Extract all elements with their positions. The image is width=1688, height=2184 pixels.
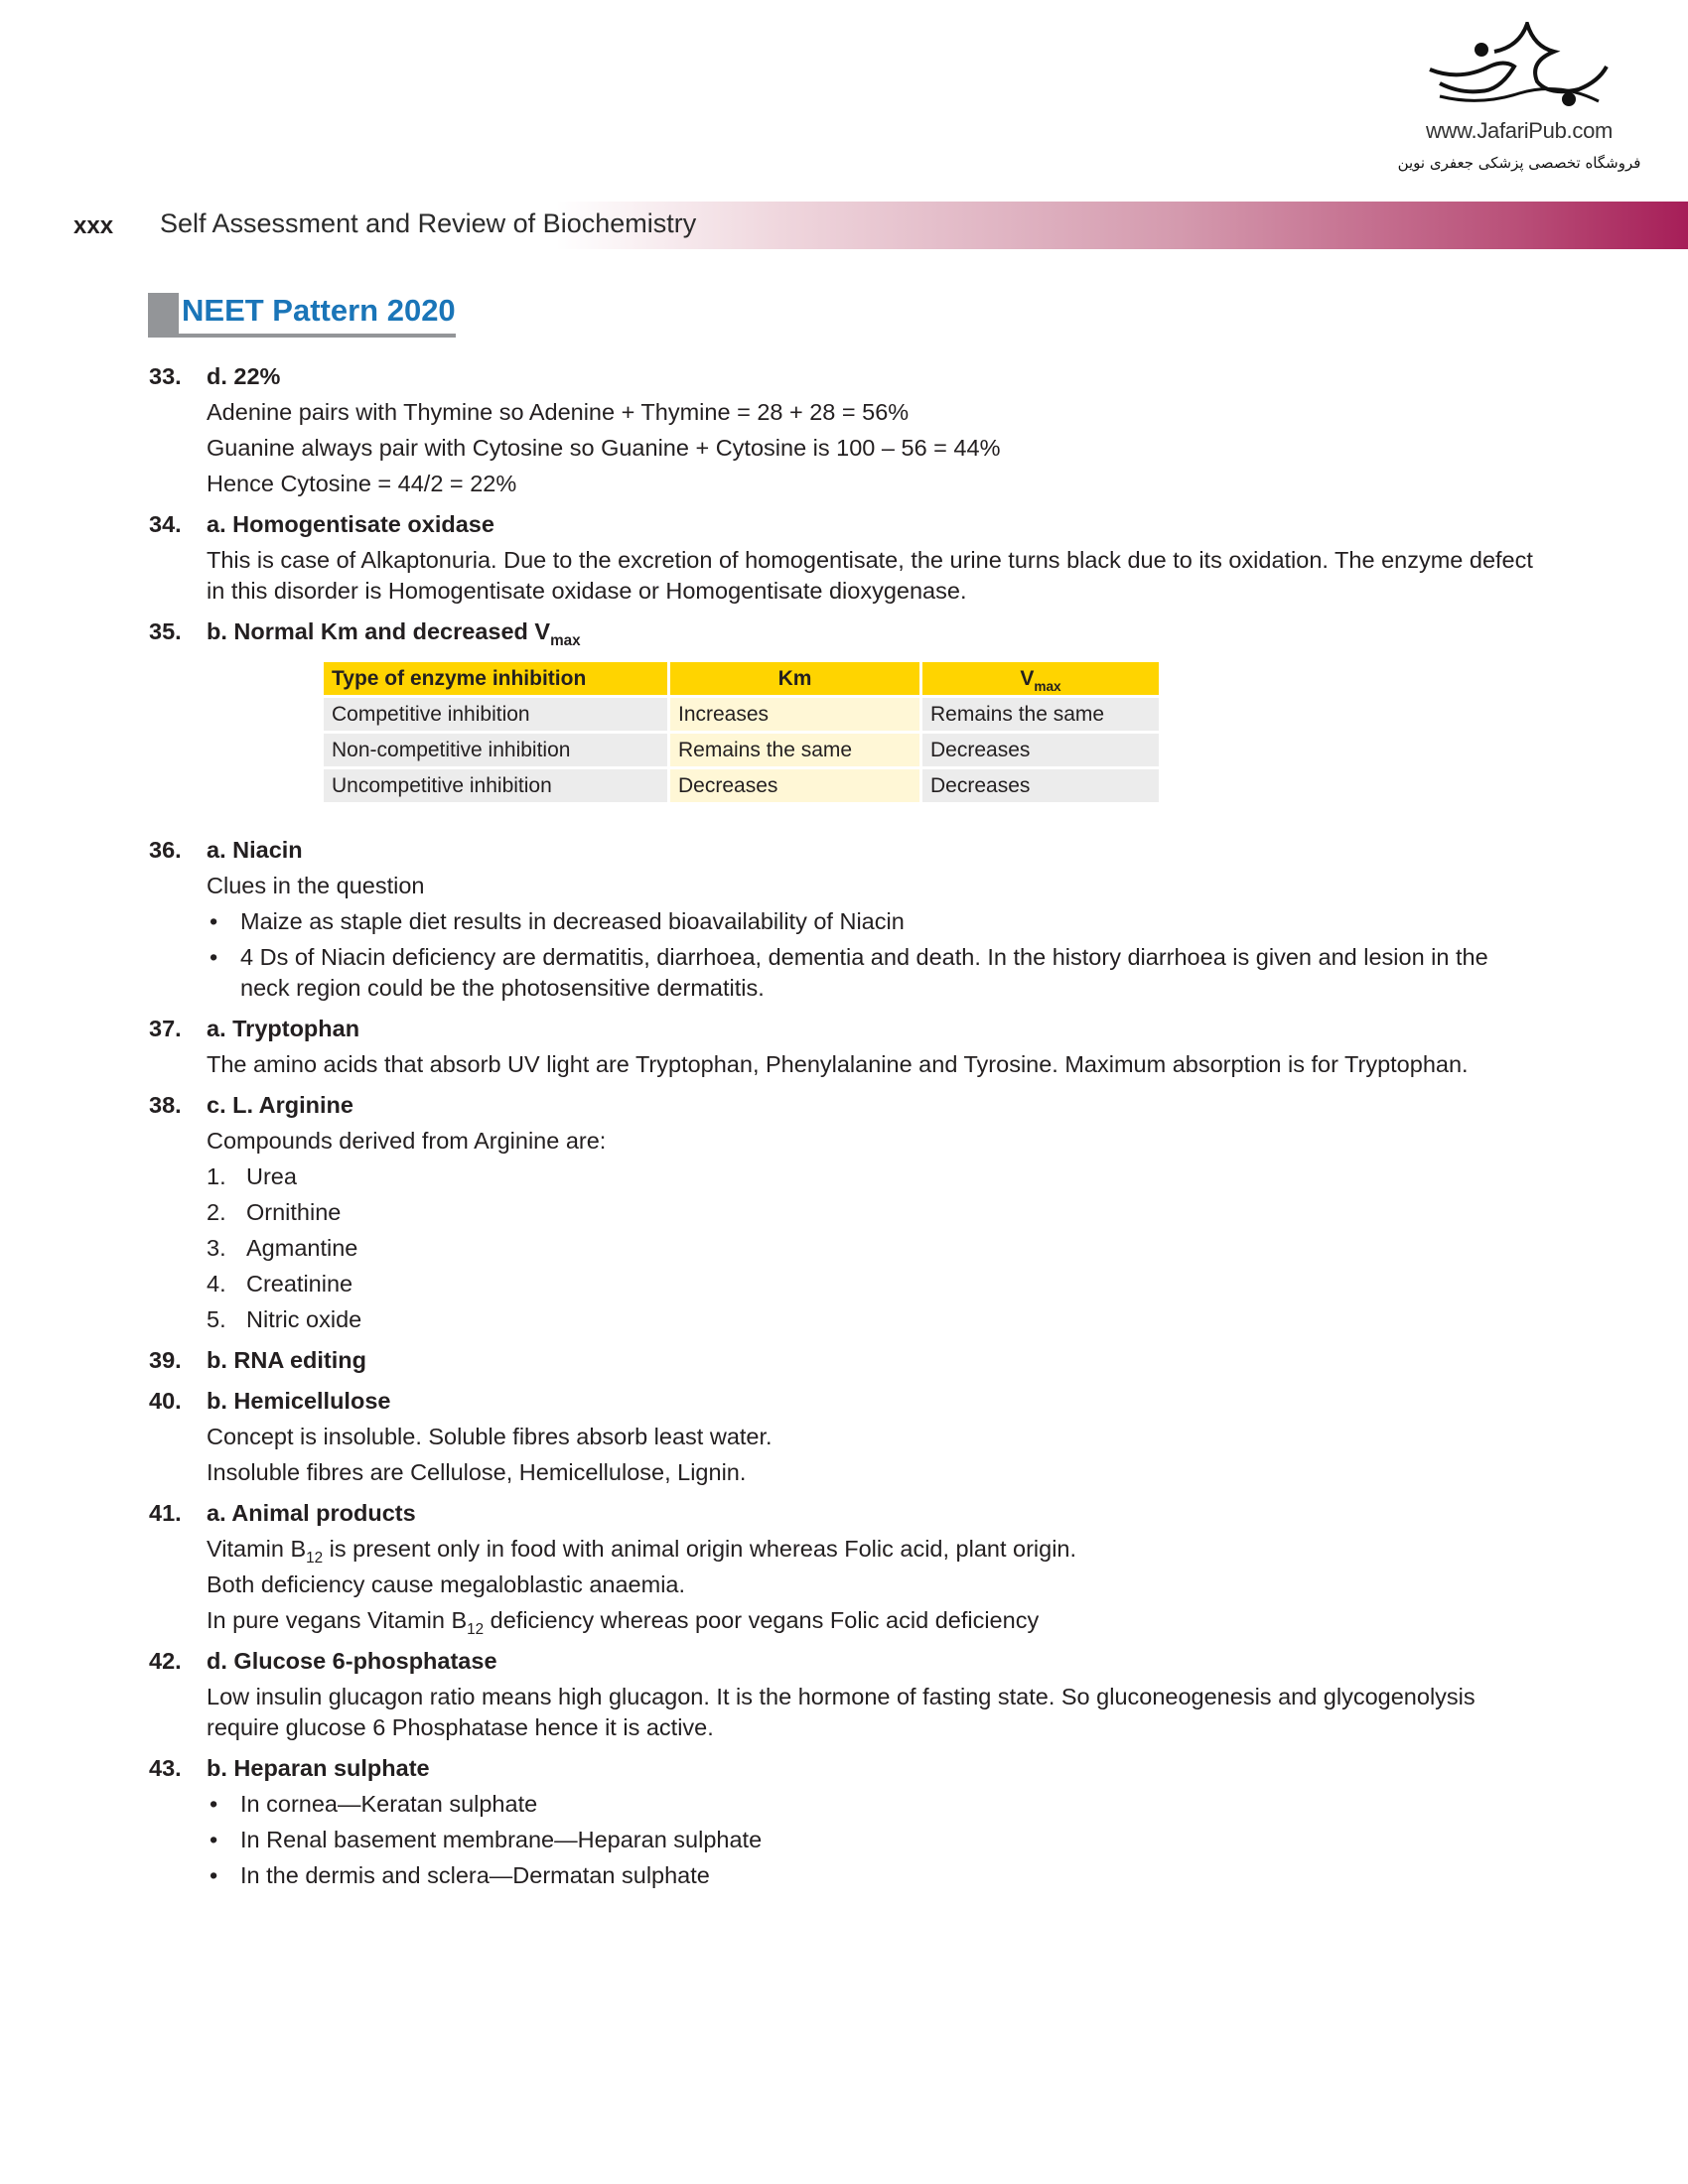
question-number: 36.	[149, 837, 182, 863]
answer-title: a. Niacin	[207, 837, 303, 863]
list-item	[207, 1197, 1539, 1228]
section-title: NEET Pattern 2020	[182, 293, 456, 328]
bullet-item: • 4 Ds of Niacin deficiency are dermatitis, diarrhoea, dementia and death. In the history diarrhoea is given and lesion in the neck region could be the photosensitive dermatitis.	[207, 942, 1539, 1004]
enzyme-inhibition-table	[321, 659, 1162, 805]
logo-calligraphy-icon	[1420, 22, 1618, 116]
cell: Decreases	[670, 769, 919, 802]
table-header-row	[324, 662, 1159, 695]
list-text: Urea	[246, 1163, 297, 1189]
question-number: 42.	[149, 1648, 182, 1674]
answer-title: c. L. Arginine	[207, 1092, 353, 1118]
bullet-item: • Maize as staple diet results in decreased bioavailability of Niacin	[207, 906, 1539, 937]
answer-41	[149, 1498, 1539, 1636]
list-item	[207, 1161, 1539, 1192]
answer-title: a. Animal products	[207, 1500, 416, 1526]
header-gradient-bar	[556, 202, 1688, 249]
cell: Remains the same	[922, 698, 1159, 731]
explanation: Both deficiency cause megaloblastic anaemia.	[207, 1571, 686, 1597]
header-text: V	[1020, 667, 1035, 690]
list-number: 5.	[207, 1306, 226, 1332]
question-number: 33.	[149, 363, 182, 389]
answer-title: b. RNA editing	[207, 1347, 367, 1373]
explanation: The amino acids that absorb UV light are Tryptophan, Phenylalanine and Tyrosine. Maximum absorption is for Tryptophan.	[207, 1051, 1469, 1077]
subscript: max	[1034, 679, 1061, 694]
explanation: Concept is insoluble. Soluble fibres absorb least water.	[207, 1424, 773, 1449]
cell: Increases	[670, 698, 919, 731]
heading-underline	[148, 334, 456, 338]
list-number: 3.	[207, 1235, 226, 1261]
question-number: 41.	[149, 1500, 182, 1526]
list-item	[207, 1269, 1539, 1299]
explanation: Low insulin glucagon ratio means high glucagon. It is the hormone of fasting state. So gluconeogenesis and glycogenolysis require glucose 6 Phosphatase hence it is active.	[207, 1684, 1476, 1740]
list-text: Nitric oxide	[246, 1306, 362, 1332]
cell: Decreases	[922, 769, 1159, 802]
explanation	[207, 1605, 1539, 1636]
answer-title: a. Tryptophan	[207, 1016, 360, 1041]
text: In pure vegans Vitamin B	[207, 1607, 468, 1633]
bullet-item: • In cornea—Keratan sulphate	[207, 1789, 1539, 1820]
list-item	[207, 1233, 1539, 1264]
question-number: 35.	[149, 618, 182, 644]
answer-38	[149, 1090, 1539, 1335]
answers	[149, 361, 1539, 1901]
answer-title: d. 22%	[207, 363, 281, 389]
cell: Decreases	[922, 734, 1159, 766]
list-number: 1.	[207, 1163, 226, 1189]
answer-40	[149, 1386, 1539, 1488]
answer-title: b. Hemicellulose	[207, 1388, 391, 1414]
answer-35	[149, 616, 1539, 805]
explanation	[207, 1534, 1539, 1565]
table-row	[324, 769, 1159, 802]
explanation: Guanine always pair with Cytosine so Guanine + Cytosine is 100 – 56 = 44%	[207, 435, 1001, 461]
question-number: 38.	[149, 1092, 182, 1118]
question-number: 39.	[149, 1347, 182, 1373]
text: is present only in food with animal origin whereas Folic acid, plant origin.	[323, 1536, 1077, 1562]
list-number: 4.	[207, 1271, 226, 1297]
text: deficiency whereas poor vegans Folic acid deficiency	[484, 1607, 1040, 1633]
table-row	[324, 734, 1159, 766]
explanation: Clues in the question	[207, 873, 425, 898]
logo-tagline: فروشگاه تخصصی پزشکی جعفری نوین	[1397, 154, 1641, 172]
answer-42	[149, 1646, 1539, 1743]
subscript: 12	[467, 1621, 485, 1638]
running-title: Self Assessment and Review of Biochemistry	[160, 208, 697, 238]
explanation: Hence Cytosine = 44/2 = 22%	[207, 471, 517, 496]
cell: Non-competitive inhibition	[324, 734, 667, 766]
heading-block	[148, 293, 179, 338]
header-cell: Type of enzyme inhibition	[324, 662, 667, 695]
answer-33	[149, 361, 1539, 499]
answer-34	[149, 509, 1539, 607]
list-text: Ornithine	[246, 1199, 342, 1225]
answer-39	[149, 1345, 1539, 1376]
answer-title: b. Heparan sulphate	[207, 1755, 430, 1781]
list-text: Agmantine	[246, 1235, 358, 1261]
answer-37	[149, 1014, 1539, 1080]
explanation: Adenine pairs with Thymine so Adenine + Thymine = 28 + 28 = 56%	[207, 399, 910, 425]
subscript: max	[550, 632, 581, 649]
explanation: This is case of Alkaptonuria. Due to the excretion of homogentisate, the urine turns black due to its oxidation. The enzyme defect in this disorder is Homogentisate oxidase or Homogentisate dioxygenase.	[207, 547, 1533, 604]
cell: Uncompetitive inhibition	[324, 769, 667, 802]
answer-title: d. Glucose 6-phosphatase	[207, 1648, 497, 1674]
subscript: 12	[306, 1550, 324, 1567]
header-cell: Km	[670, 662, 919, 695]
question-number: 40.	[149, 1388, 182, 1414]
answer-36	[149, 835, 1539, 1004]
page-number: xxx	[73, 212, 114, 239]
logo-url: www.JafariPub.com	[1425, 118, 1614, 143]
text: Vitamin B	[207, 1536, 307, 1562]
question-number: 43.	[149, 1755, 182, 1781]
answer-43	[149, 1753, 1539, 1891]
explanation: Compounds derived from Arginine are:	[207, 1128, 607, 1154]
explanation: Insoluble fibres are Cellulose, Hemicellulose, Lignin.	[207, 1459, 747, 1485]
bullet-item: • In the dermis and sclera—Dermatan sulphate	[207, 1860, 1539, 1891]
question-number: 37.	[149, 1016, 182, 1041]
cell: Remains the same	[670, 734, 919, 766]
table-row	[324, 698, 1159, 731]
list-text: Creatinine	[246, 1271, 353, 1297]
list-number: 2.	[207, 1199, 226, 1225]
answer-title: a. Homogentisate oxidase	[207, 511, 494, 537]
list-item	[207, 1304, 1539, 1335]
answer-text: b. Normal Km and decreased V	[207, 618, 551, 644]
cell: Competitive inhibition	[324, 698, 667, 731]
publisher-logo	[1385, 22, 1653, 191]
bullet-item: • In Renal basement membrane—Heparan sulphate	[207, 1825, 1539, 1855]
answer-title	[207, 616, 1539, 647]
question-number: 34.	[149, 511, 182, 537]
header-cell	[922, 662, 1159, 695]
